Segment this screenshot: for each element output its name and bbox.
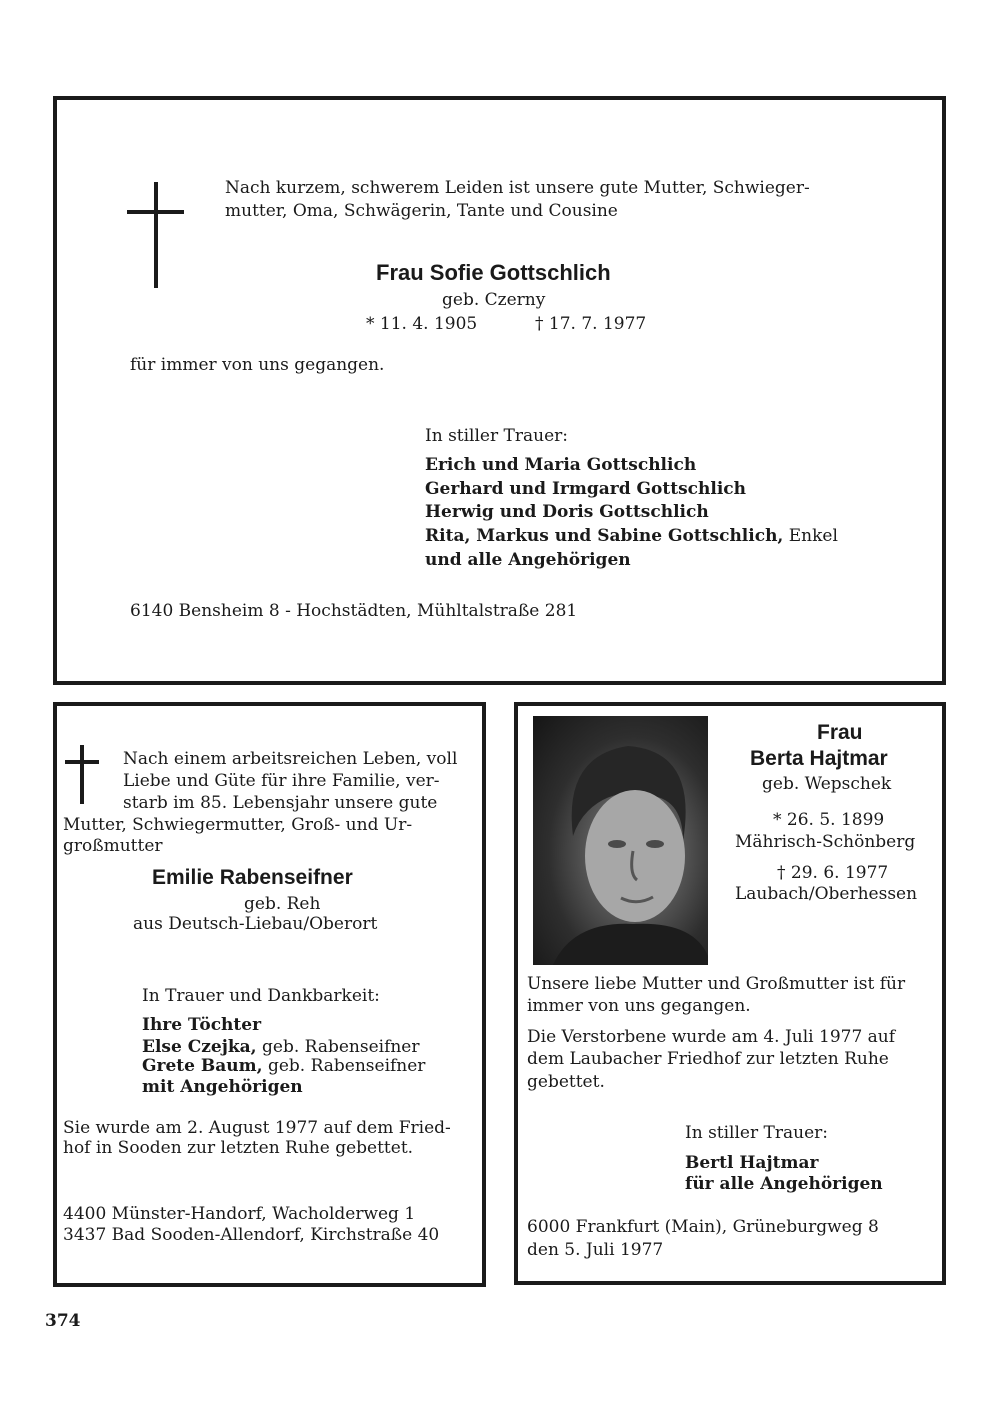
mourner-names: Rita, Markus und Sabine Gottschlich, [425,526,784,546]
mourner-birth-name: geb. Rabenseifner [267,1056,426,1076]
deceased-name: Berta Hajtmar [750,747,888,770]
intro-line: Mutter, Schwiegermutter, Groß- und Ur- [63,815,413,835]
burial-text: hof in Sooden zur letzten Ruhe gebettet. [63,1138,414,1158]
enkel-label: Enkel [788,526,838,546]
mourner-line: Bertl Hajtmar [685,1153,819,1173]
intro-line: Nach einem arbeitsreichen Leben, voll [123,749,458,769]
birth-name: geb. Wepschek [762,774,892,794]
mourner-line: Gerhard und Irmgard Gottschlich [425,479,746,499]
date: den 5. Juli 1977 [527,1240,664,1260]
deceased-name: Frau Sofie Gottschlich [376,260,611,285]
intro-line: starb im 85. Lebensjahr unsere gute [123,793,438,813]
notice-top-intro-line2: mutter, Oma, Schwägerin, Tante und Cousine [225,201,618,221]
mourner-line: und alle Angehörigen [425,550,631,570]
mourning-label: In stiller Trauer: [685,1123,828,1143]
birth-name: geb. Czerny [442,290,546,310]
origin: aus Deutsch-Liebau/Oberort [133,914,378,934]
address: 4400 Münster-Handorf, Wacholderweg 1 [63,1204,416,1224]
mourner-name: Grete Baum, [142,1056,263,1076]
burial-text: Sie wurde am 2. August 1977 auf dem Fried- [63,1118,451,1138]
mourner-line: Herwig und Doris Gottschlich [425,502,709,522]
birth-date: * 26. 5. 1899 [773,810,885,830]
deceased-name: Emilie Rabenseifner [152,866,353,889]
death-date: † 29. 6. 1977 [777,863,889,883]
intro-line: Liebe und Güte für ihre Familie, ver- [123,771,440,791]
portrait-illustration [533,716,708,965]
mourner-line [425,524,838,548]
mourner-line: mit Angehörigen [142,1077,303,1097]
address: 6000 Frankfurt (Main), Grüneburgweg 8 [527,1217,879,1237]
mourner-line: für alle Angehörigen [685,1174,883,1194]
death-date: † 17. 7. 1977 [535,314,647,334]
mourner-line: Erich und Maria Gottschlich [425,455,697,475]
birth-name: geb. Reh [244,894,321,914]
title: Frau [817,721,863,744]
address: 6140 Bensheim 8 - Hochstädten, Mühltalstraße 281 [130,601,578,621]
burial-text: Die Verstorbene wurde am 4. Juli 1977 auf [527,1027,896,1047]
portrait-photo [533,716,708,965]
notice-text: immer von uns gegangen. [527,996,751,1016]
notice-top-intro-line1: Nach kurzem, schwerem Leiden ist unsere gute Mutter, Schwieger- [225,178,810,198]
burial-text: gebettet. [527,1072,605,1092]
burial-text: dem Laubacher Friedhof zur letzten Ruhe [527,1049,889,1069]
intro-line: großmutter [63,836,163,856]
birth-place: Mährisch-Schönberg [735,832,916,852]
death-place: Laubach/Oberhessen [735,884,918,904]
notice-text: Unsere liebe Mutter und Großmutter ist für [527,974,906,994]
mourning-label: In stiller Trauer: [425,426,568,446]
mourning-label: In Trauer und Dankbarkeit: [142,986,380,1006]
mourner-birth-name: geb. Rabenseifner [262,1037,420,1057]
page-number: 374 [45,1311,81,1331]
mourner-line: Ihre Töchter [142,1015,262,1035]
birth-date: * 11. 4. 1905 [366,314,478,334]
passed-text: für immer von uns gegangen. [130,355,385,375]
mourner-name: Else Czejka, [142,1037,257,1057]
address: 3437 Bad Sooden-Allendorf, Kirchstraße 40 [63,1225,440,1245]
